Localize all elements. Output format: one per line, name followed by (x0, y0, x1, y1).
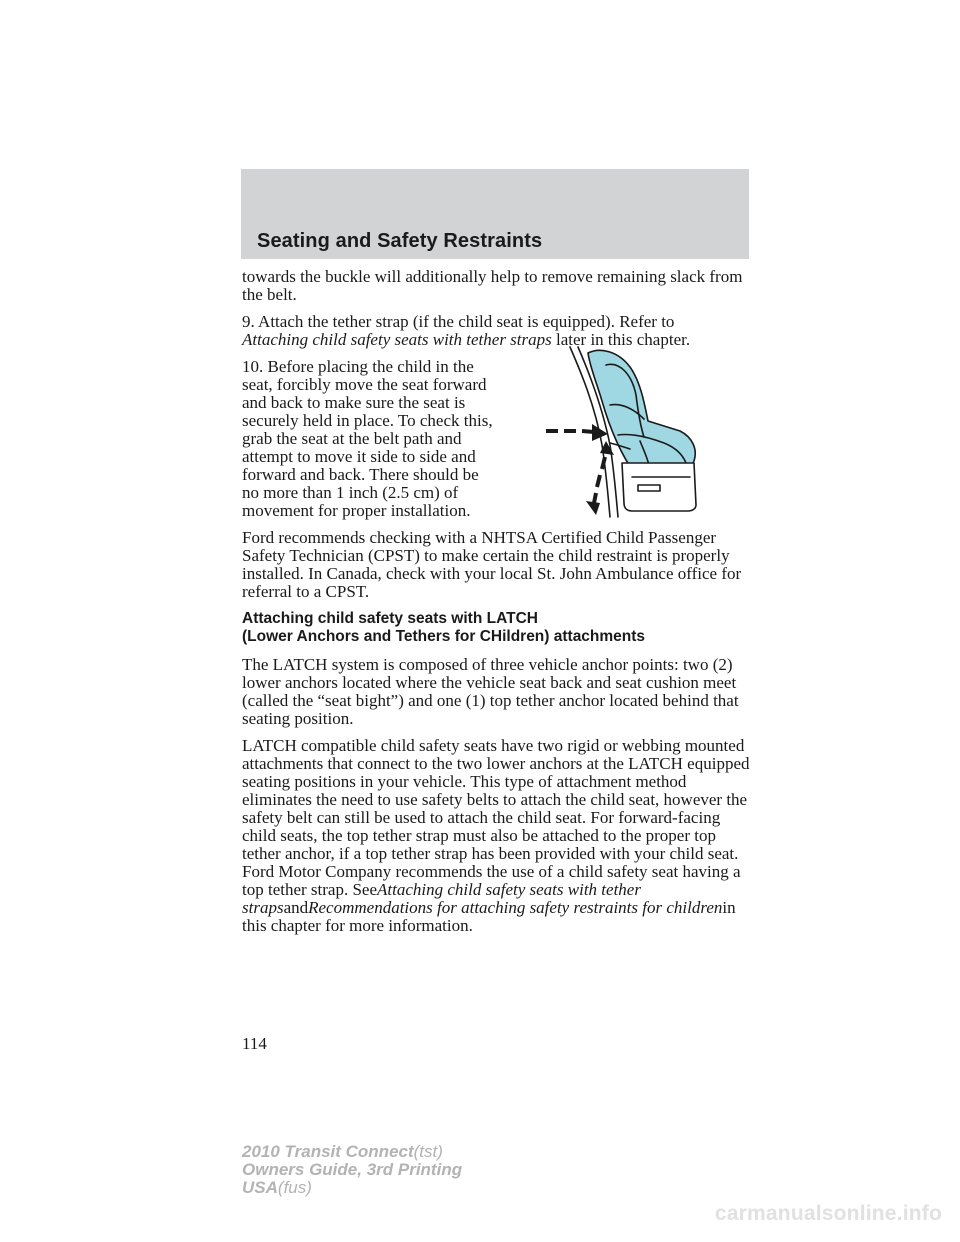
latch-heading (242, 610, 752, 646)
paragraph-latch-compatible (242, 737, 752, 935)
paragraph-continuation: towards the buckle will additionally help to remove remaining slack from the belt. (242, 267, 743, 304)
footer-line-market (242, 1179, 462, 1197)
watermark: carmanualsonline.info (714, 1202, 942, 1225)
section-header-band (241, 169, 749, 259)
reference-recommendations: Recommendations for attaching safety restraints for children (308, 898, 723, 917)
latch-heading-line-2: (Lower Anchors and Tethers for CHildren) attachments (242, 628, 646, 645)
paragraph-step-9 (242, 313, 752, 349)
paragraph-step-10: 10. Before placing the child in the seat, forcibly move the seat forward and back to make sure the seat is securely held in place. To check this, grab the seat at the belt path and attempt to move it side to side and forward and back. There should be no more than 1 inch (2.5 cm) of movement for proper installation. (242, 357, 493, 520)
footer-guide: Owners Guide, 3rd Printing (242, 1160, 463, 1179)
paragraph-latch-system: The LATCH system is composed of three vehicle anchor points: two (2) lower anchors located where the vehicle seat back and seat cushion meet (called the “seat bight”) and one (1) top tether anchor located behind that seating position. (242, 655, 739, 728)
step-9-reference: Attaching child safety seats with tether straps (242, 330, 552, 349)
footer-model-code: (tst) (413, 1142, 443, 1161)
footer-line-model (242, 1143, 462, 1161)
child-seat-illustration-icon (540, 345, 710, 520)
latch-compatible-end: in this chapter for more information. (242, 898, 736, 935)
latch-heading-line-1: Attaching child safety seats with LATCH (242, 610, 538, 627)
footer-market-code: (fus) (277, 1178, 312, 1197)
paragraph-cpst: Ford recommends checking with a NHTSA Certified Child Passenger Safety Technician (CPST) to make certain the child restraint is properly installed. In Canada, check with your local St. John Ambulance office for referral to a CPST. (242, 528, 742, 601)
page-number: 114 (242, 1034, 267, 1053)
section-title: Seating and Safety Restraints (257, 230, 543, 252)
step-9-end: later in this chapter. (556, 330, 691, 349)
reference-and: and (283, 898, 309, 917)
latch-compatible-text: LATCH compatible child safety seats have two rigid or webbing mounted attachments that connect to the two lower anchors at the LATCH equipped seating positions in your vehicle. This type of attachment method eliminates the need to use safety belts to attach the child seat, however the safety belt can still be used to attach the child seat. For forward-facing child seats, the top tether strap must also be attached to the proper top tether anchor, if a top tether strap has been provided with your child seat. Ford Motor Company recommends the use of a child safety seat having a top tether strap. See (242, 736, 750, 899)
footer-market: USA (242, 1178, 278, 1197)
footer-model: 2010 Transit Connect (242, 1142, 414, 1161)
step-9-text: 9. Attach the tether strap (if the child seat is equipped). Refer to (242, 312, 675, 331)
reference-tether-straps: Attaching child safety seats with tether straps (242, 880, 641, 917)
document-footer (242, 1143, 462, 1197)
